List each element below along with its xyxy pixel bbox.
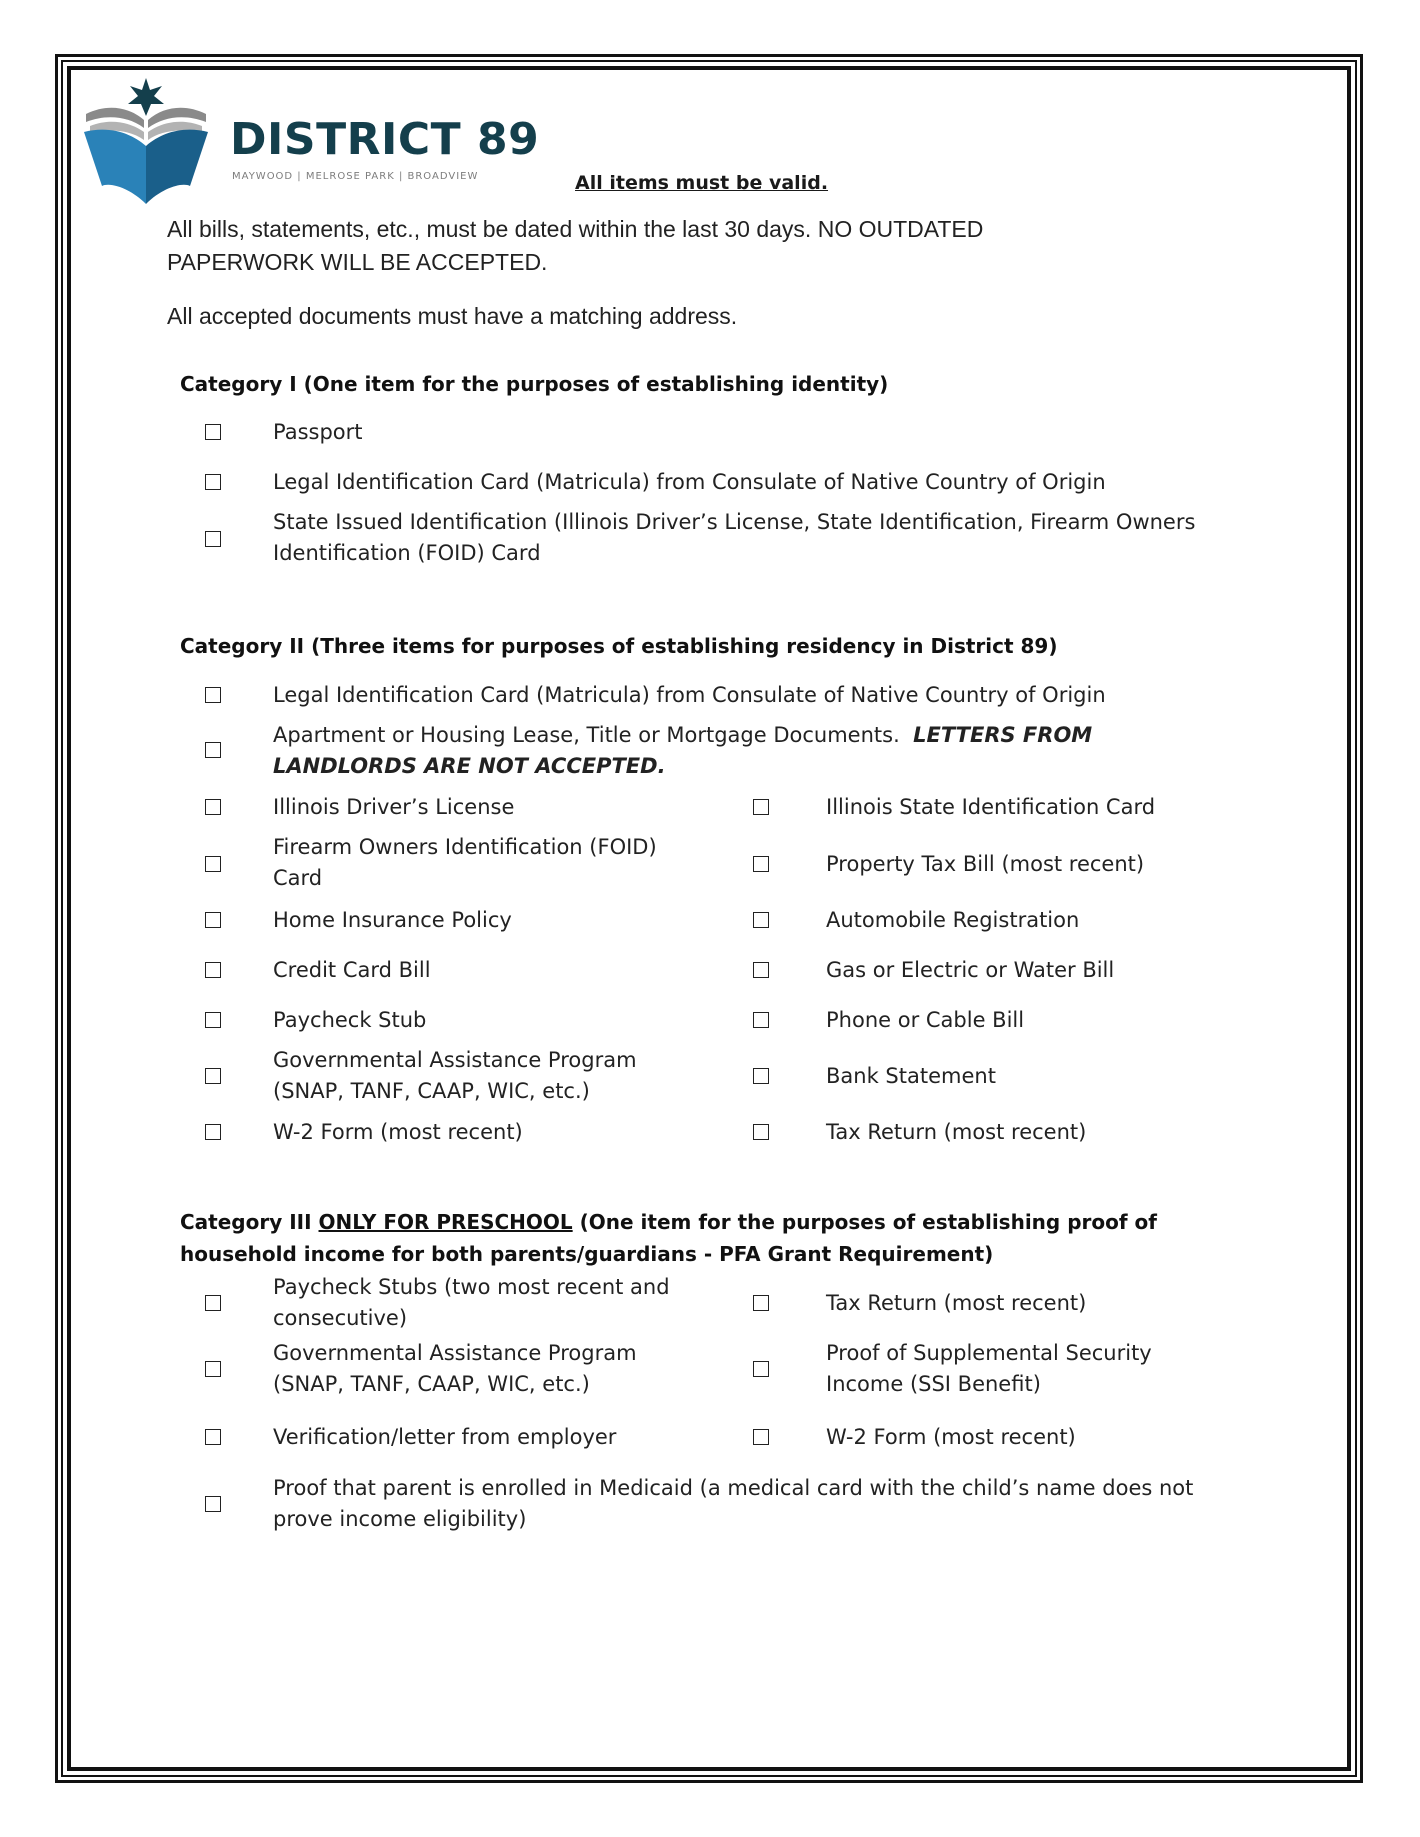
checkbox[interactable] [205, 799, 221, 815]
item-label: Bank Statement [826, 1064, 996, 1088]
checkbox[interactable] [753, 962, 769, 978]
item-label: Verification/letter from employer [273, 1425, 617, 1449]
checkbox[interactable] [753, 1012, 769, 1028]
category-3-heading [180, 1206, 1220, 1270]
category-3-description: (One item for the purposes of establishing proof of household income for both parents/guardians - PFA Grant Requirement) [180, 1210, 1157, 1266]
item-label: Passport [273, 420, 363, 444]
category-3-label: Category III [180, 1210, 312, 1234]
landlord-letters-warning: LETTERS FROM LANDLORDS ARE NOT ACCEPTED. [273, 723, 1093, 778]
checkbox[interactable] [753, 1295, 769, 1311]
item-label: Proof of Supplemental Security Income (SSI Benefit) [826, 1341, 1152, 1396]
checkbox[interactable] [753, 856, 769, 872]
checkbox[interactable] [753, 1124, 769, 1140]
logo-title: DISTRICT 89 [230, 114, 540, 165]
item-label: Paycheck Stubs (two most recent and consecutive) [273, 1275, 670, 1330]
item-label: Legal Identification Card (Matricula) from Consulate of Native Country of Origin [273, 683, 1106, 707]
item-label: Proof that parent is enrolled in Medicaid (a medical card with the child’s name does not prove income eligibility) [273, 1476, 1194, 1531]
item-label: State Issued Identification (Illinois Driver’s License, State Identification, Firearm Owners Identification (FOID) Card [273, 510, 1196, 565]
checkbox[interactable] [205, 1012, 221, 1028]
checkbox[interactable] [205, 742, 221, 758]
item-label: Credit Card Bill [273, 958, 431, 982]
checkbox[interactable] [205, 687, 221, 703]
valid-notice-heading: All items must be valid. [575, 172, 829, 194]
checkbox[interactable] [205, 474, 221, 490]
item-label [273, 720, 1133, 782]
checkbox[interactable] [205, 912, 221, 928]
item-label: Tax Return (most recent) [826, 1120, 1087, 1144]
item-label: W-2 Form (most recent) [826, 1425, 1076, 1449]
item-label: Automobile Registration [826, 908, 1080, 932]
open-book-star-icon [80, 76, 212, 204]
checkbox[interactable] [205, 1124, 221, 1140]
checkbox[interactable] [753, 1429, 769, 1445]
district-logo [80, 76, 540, 206]
item-label: Illinois State Identification Card [826, 795, 1156, 819]
item-label: Property Tax Bill (most recent) [826, 852, 1145, 876]
checkbox[interactable] [205, 1295, 221, 1311]
item-label: Illinois Driver’s License [273, 795, 515, 819]
category-2-heading: Category II (Three items for purposes of establishing residency in District 89) [180, 634, 1058, 658]
checkbox[interactable] [753, 912, 769, 928]
item-label: Tax Return (most recent) [826, 1291, 1087, 1315]
item-label: Paycheck Stub [273, 1008, 427, 1032]
address-notice: All accepted documents must have a matching address. [167, 303, 738, 329]
item-label: Governmental Assistance Program (SNAP, TANF, CAAP, WIC, etc.) [273, 1048, 637, 1103]
dated-notice: All bills, statements, etc., must be dated within the last 30 days. NO OUTDATED PAPERWORK WILL BE ACCEPTED. [167, 216, 984, 275]
checkbox[interactable] [205, 1496, 221, 1512]
checkbox[interactable] [753, 1068, 769, 1084]
item-label: W-2 Form (most recent) [273, 1120, 523, 1144]
item-label: Phone or Cable Bill [826, 1008, 1025, 1032]
checkbox[interactable] [205, 1068, 221, 1084]
checkbox[interactable] [205, 531, 221, 547]
checkbox[interactable] [205, 962, 221, 978]
item-label: Gas or Electric or Water Bill [826, 958, 1115, 982]
item-label: Firearm Owners Identification (FOID) Card [273, 835, 657, 890]
item-label: Home Insurance Policy [273, 908, 512, 932]
checkbox[interactable] [205, 856, 221, 872]
checkbox[interactable] [753, 799, 769, 815]
logo-subtitle: MAYWOOD | MELROSE PARK | BROADVIEW [232, 171, 479, 182]
checkbox[interactable] [205, 424, 221, 440]
lease-text: Apartment or Housing Lease, Title or Mortgage Documents. [273, 723, 900, 747]
item-label: Legal Identification Card (Matricula) from Consulate of Native Country of Origin [273, 470, 1106, 494]
preschool-only-note: ONLY FOR PRESCHOOL [318, 1210, 573, 1234]
checkbox[interactable] [205, 1429, 221, 1445]
category-1-heading: Category I (One item for the purposes of establishing identity) [180, 372, 889, 396]
checkbox[interactable] [205, 1361, 221, 1377]
item-label: Governmental Assistance Program (SNAP, TANF, CAAP, WIC, etc.) [273, 1341, 637, 1396]
checkbox[interactable] [753, 1361, 769, 1377]
